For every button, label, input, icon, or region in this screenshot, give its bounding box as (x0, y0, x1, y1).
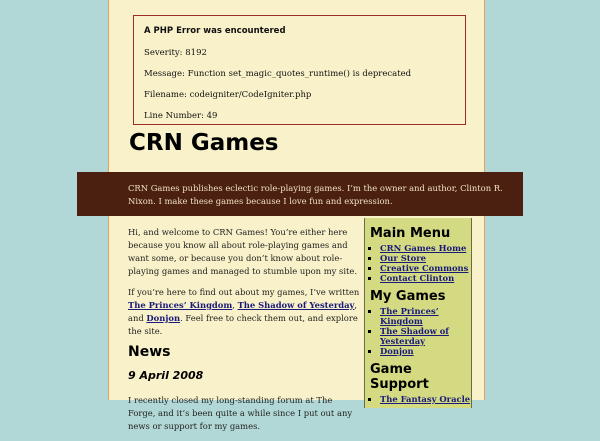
games-paragraph (128, 286, 360, 338)
main-content (128, 226, 360, 441)
list-item (380, 253, 471, 263)
main-menu-list (370, 243, 471, 283)
tagline-text: CRN Games publishes eclectic role-playing games. I’m the owner and author, Clinton R. Nixon. I make these games because I love fun and expression. (128, 183, 503, 206)
main-menu-title: Main Menu (370, 226, 451, 241)
list-item (380, 326, 471, 346)
sidebar-link-shadow-of-yesterday[interactable]: The Shadow of Yesterday (380, 326, 449, 346)
sidebar-link-princes-kingdom[interactable]: The Princes’ Kingdom (380, 306, 439, 326)
error-severity: Severity: 8192 (144, 48, 207, 58)
list-item (380, 273, 471, 283)
link-donjon[interactable]: Donjon (146, 313, 181, 323)
tagline-banner (77, 172, 523, 216)
news-date: 9 April 2008 (128, 369, 204, 382)
sidebar-link-donjon[interactable]: Donjon (380, 346, 414, 356)
game-support-list (370, 394, 471, 404)
my-games-list (370, 306, 471, 356)
link-shadow-of-yesterday[interactable]: The Shadow of Yesterday (237, 300, 355, 310)
error-line-number: Line Number: 49 (144, 111, 218, 121)
list-item (380, 243, 471, 253)
list-item (380, 263, 471, 273)
nav-link-contact[interactable]: Contact Clinton (380, 273, 455, 283)
error-message: Message: Function set_magic_quotes_runtime() is deprecated (144, 69, 412, 79)
site-title: CRN Games (129, 130, 279, 156)
sidebar (364, 218, 472, 408)
error-filename: Filename: codeigniter/CodeIgniter.php (144, 90, 312, 100)
games-lead-text: If you’re here to find out about my games, I’ve written (128, 287, 360, 297)
list-item (380, 346, 471, 356)
news-paragraph: I recently closed my long-standing forum at The Forge, and it’s been quite a while since I put out any news or support for my games. (128, 395, 353, 431)
news-heading: News (128, 344, 171, 360)
list-item (380, 306, 471, 326)
my-games-title: My Games (370, 289, 446, 304)
intro-paragraph: Hi, and welcome to CRN Games! You’re either here because you know all about role-playing games and want some, or because you don’t know about role-playing games and managed to stumble upon my site. (128, 227, 358, 276)
nav-link-creative-commons[interactable]: Creative Commons (380, 263, 469, 273)
nav-link-store[interactable]: Our Store (380, 253, 426, 263)
nav-link-home[interactable]: CRN Games Home (380, 243, 467, 253)
link-princes-kingdom[interactable]: The Princes’ Kingdom (128, 300, 233, 310)
games-separator: , and (128, 300, 358, 323)
games-separator: , (232, 300, 238, 310)
list-item (380, 394, 471, 404)
sidebar-link-fantasy-oracle[interactable]: The Fantasy Oracle (380, 394, 471, 404)
php-error-box (133, 15, 466, 125)
game-support-title: Game Support (370, 362, 429, 392)
error-heading: A PHP Error was encountered (144, 26, 286, 36)
games-tail-text: . Feel free to check them out, and explore the site. (128, 313, 358, 336)
